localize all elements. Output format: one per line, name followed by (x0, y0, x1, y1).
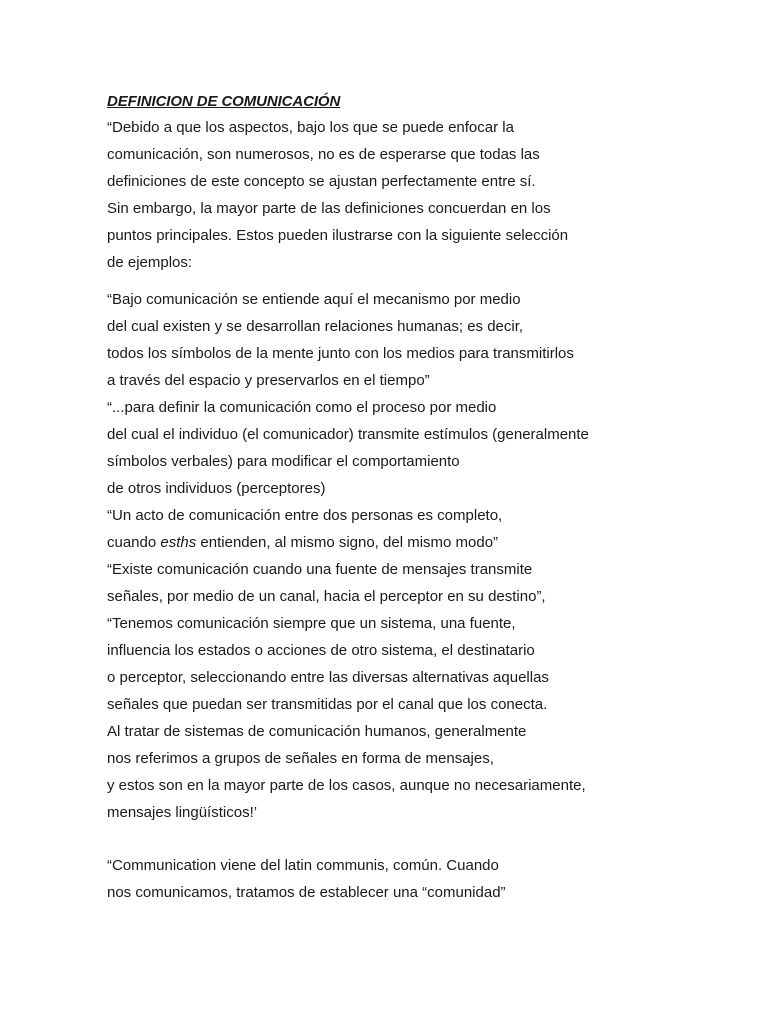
text-segment: cuando (107, 534, 161, 551)
text-line: nos referimos a grupos de señales en forma de mensajes, (107, 750, 494, 767)
text-line: “Communication viene del latin communis, común. Cuando (107, 857, 499, 874)
text-line: Al tratar de sistemas de comunicación humanos, generalmente (107, 723, 527, 740)
text-line: señales, por medio de un canal, hacia el perceptor en su destino”, (107, 588, 546, 605)
text-line: mensajes lingüísticos!’ (107, 804, 258, 821)
text-line: y estos son en la mayor parte de los casos, aunque no necesariamente, (107, 777, 586, 794)
text-line: todos los símbolos de la mente junto con los medios para transmitirlos (107, 345, 574, 362)
text-line: definiciones de este concepto se ajustan perfectamente entre sí. (107, 173, 536, 190)
paragraph-gap (107, 276, 727, 286)
text-line: “Existe comunicación cuando una fuente de mensajes transmite (107, 561, 533, 578)
text-line: símbolos verbales) para modificar el comportamiento (107, 453, 460, 470)
text-segment: entienden, al mismo signo, del mismo modo” (196, 534, 499, 551)
text-line: señales que puedan ser transmitidas por el canal que los conecta. (107, 696, 548, 713)
text-line: a través del espacio y preservarlos en el tiempo” (107, 372, 430, 389)
document-title: DEFINICION DE COMUNICACIÓN (107, 93, 341, 110)
text-line: de otros individuos (perceptores) (107, 480, 326, 497)
text-line: o perceptor, seleccionando entre las diversas alternativas aquellas (107, 669, 549, 686)
text-line: del cual el individuo (el comunicador) transmite estímulos (generalmente (107, 426, 589, 443)
text-line-esths (107, 529, 727, 556)
examples-paragraph (107, 286, 727, 826)
text-line: comunicación, son numerosos, no es de esperarse que todas las (107, 146, 540, 163)
italic-word: esths (160, 534, 197, 551)
text-line: puntos principales. Estos pueden ilustrarse con la siguiente selección (107, 227, 569, 244)
text-line: Sin embargo, la mayor parte de las definiciones concuerdan en los (107, 200, 551, 217)
intro-paragraph (107, 114, 727, 276)
text-line: influencia los estados o acciones de otro sistema, el destinatario (107, 642, 535, 659)
text-line: “Un acto de comunicación entre dos personas es completo, (107, 507, 503, 524)
text-line: “...para definir la comunicación como el proceso por medio (107, 399, 497, 416)
text-line: “Bajo comunicación se entiende aquí el mecanismo por medio (107, 291, 521, 308)
text-line: del cual existen y se desarrollan relaciones humanas; es decir, (107, 318, 524, 335)
document-body (107, 90, 727, 906)
closing-paragraph (107, 852, 727, 906)
text-line: “Tenemos comunicación siempre que un sistema, una fuente, (107, 615, 516, 632)
text-line: de ejemplos: (107, 254, 193, 271)
paragraph-gap (107, 826, 727, 852)
text-line: “Debido a que los aspectos, bajo los que se puede enfocar la (107, 119, 514, 136)
text-line: nos comunicamos, tratamos de establecer una “comunidad” (107, 884, 506, 901)
